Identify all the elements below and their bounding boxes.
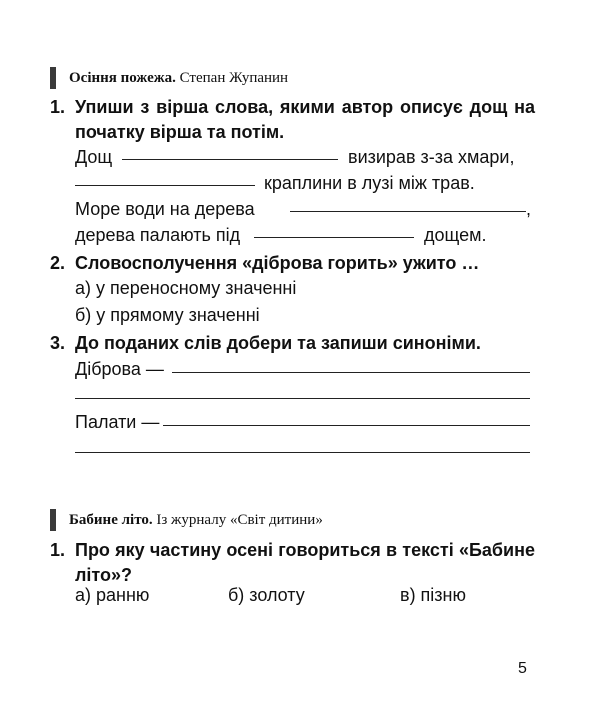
question-number: 3. [50,333,66,353]
answer-blank[interactable] [122,159,338,160]
answer-blank[interactable] [75,398,530,399]
question-number: 2. [50,253,66,273]
answer-blank[interactable] [75,452,530,453]
question-text: До поданих слів добери та запиши синоніми. [75,333,481,353]
answer-line-text: Дощ [75,147,113,167]
answer-line-text: краплини в лузі між трав. [264,173,475,193]
answer-option[interactable]: а) у переносному значенні [75,278,297,298]
answer-option[interactable]: б) у прямому значенні [75,305,260,325]
synonym-word: Палати — [75,412,160,432]
answer-line-text: дерева палають під [75,225,241,245]
answer-line-text: дощем. [424,225,487,245]
section-title: Осіння пожежа. [69,70,176,86]
question-number: 1. [50,97,66,117]
answer-blank[interactable] [290,211,526,212]
question-text: Упиши з вірша слова, якими автор описує дощ на початку вірша та потім. [75,97,535,142]
section-source: Із журналу «Світ дитини» [156,512,323,528]
answer-option[interactable]: в) пізню [400,585,466,605]
question-number: 1. [50,540,66,560]
question-text: Про яку частину осені говориться в тексті «Бабине літо»? [75,540,535,585]
answer-blank[interactable] [254,237,414,238]
section-marker [50,67,56,89]
page-number: 5 [518,660,527,677]
answer-blank[interactable] [172,372,530,373]
section-heading [69,512,323,529]
answer-option[interactable]: б) золоту [228,585,305,605]
synonym-word: Діброва — [75,359,164,379]
section-heading [69,70,288,87]
answer-line-text: визирав з-за хмари, [348,147,515,167]
answer-option[interactable]: а) ранню [75,585,150,605]
section-title: Бабине літо. [69,512,153,528]
section-marker [50,509,56,531]
answer-blank[interactable] [75,185,255,186]
answer-line-text: Море води на дерева [75,199,255,219]
answer-line-text: , [526,199,532,219]
question-text: Словосполучення «діброва горить» ужито … [75,253,480,273]
section-author: Степан Жупанин [179,70,289,86]
answer-blank[interactable] [163,425,530,426]
